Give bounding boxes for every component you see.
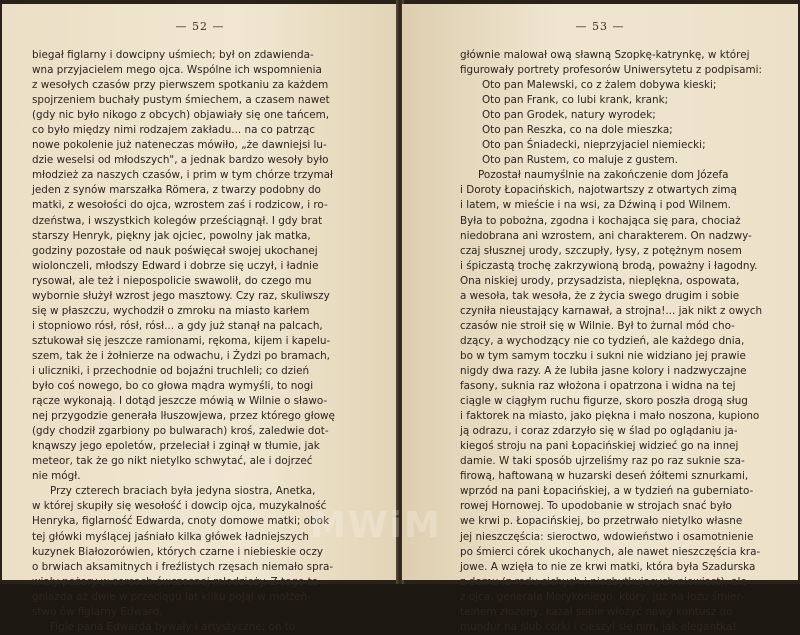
text-line: damie. W taki sposób ujrzeliśmy raz po raz suknie sza- (460, 455, 745, 468)
text-line: Oto pan Malewski, co z żalem dobywa kieski; (482, 79, 717, 92)
text-line: Oto pan Grodek, natury wyrodek; (482, 109, 656, 122)
text-line: rysował, ale też i niepospolicie swawolił, do czego mu (32, 274, 312, 287)
text-line: się w płaszczu, wychodził o zmroku na miasto karłem (32, 304, 310, 317)
text-line: jej nieszczęścia: sieroctwo, wdowieństwo i osamotnienie (460, 530, 754, 543)
text-line: wna przyjacielem mego ojca. Wspólne ich wspomnienia (32, 64, 322, 77)
text-line: starszy Henryk, piękny jak ojciec, powolny jak matka, (32, 229, 311, 242)
text-line: a wesoła, tak wesoła, że z życia swego drugim i sobie (460, 289, 740, 302)
text-line: młodzież za naszych czasów, i prim w tym chórze trzymał (32, 169, 333, 182)
text-line: knąwszy jego epoletów, przeleciał i zginął w tłumie, jak (32, 440, 320, 453)
text-line: Henryka, figlarność Edwarda, cnoty domowe matki; obok (32, 515, 329, 528)
text-line: rącze wykonają. I dotąd jeszcze mówią w Wilnie o sławo- (32, 395, 328, 408)
text-line: matki, z wesołości do ojca, wzrostem zaś i rodzicow, i ro- (32, 199, 328, 212)
text-line: dzący, a wychodzący nie co tydzień, ale każdego dnia, (460, 334, 745, 347)
text-line: kuzynek Białozorówien, których czarne i niebieskie oczy (32, 545, 324, 558)
text-line: i faktorek na miasto, jako piękna i mało noszona, kupiono (460, 410, 760, 423)
text-line: godziny pozostałe od nauk poświęcał swojej ukochanej (32, 244, 318, 257)
text-line: Figle pana Edwarda bywały i artystyczne: on to (50, 620, 296, 633)
text-line: stwo ów figlarny Edward. (32, 605, 163, 618)
text-line: Oto pan Reszka, co na dole mieszka; (482, 124, 673, 137)
text-line: z wesołych czasów przy pierwszem spotkaniu za każdem (32, 79, 329, 92)
text-line: rowej Hornowej. To upodobanie w strojach snać było (460, 500, 732, 513)
text-line: i śpiczastą trochę zakrzywioną brodą, poważny i łagodny. (460, 259, 758, 272)
text-line: wiały pożary w sercach ówczesnej młodzieży. Z tego to (32, 575, 319, 588)
text-line: i stopniowo rósł, rósł, rósł... a gdy już stanął na palcach, (32, 319, 323, 332)
text-line: niedobrana ani wzrostem, ani charakterem. On nadzwy- (460, 229, 752, 242)
text-line: czaj słusznej urody, szczupły, łysy, z potężnym nosem (460, 244, 742, 257)
text-line: kiegoś stroju na pani Łopacińskiej widzieć go na innej (460, 440, 739, 453)
watermark: MWiM (310, 505, 442, 546)
text-line: Oto pan Śniadecki, nieprzyjaciel niemiecki; (482, 139, 706, 152)
text-line: głównie malował ową sławną Szopkę-katrynkę, w której (460, 49, 750, 61)
text-line: dzie weselsi od młodszych", a jednak bardzo wesoły było (32, 154, 329, 167)
page-number-right: — 53 — (575, 20, 625, 33)
text-line: wiolonczeli, młodszy Edward i dobrze się uczył, i ładnie (32, 259, 319, 272)
text-line: fasony, suknia raz włożona i opatrzona i widna na tej (460, 380, 736, 393)
text-line: w której skupiły się wesołość i dowcip ojca, muzykalność (32, 500, 327, 513)
text-line: Oto pan Frank, co lubi krank, krank; (482, 94, 669, 107)
text-line: tej główki myślącej jaśniało kilka główek ładniejszych (32, 530, 310, 543)
text-line: czasów nie stroił się w Wilnie. Był to żurnal mód cho- (460, 319, 735, 332)
right-page-text (460, 48, 780, 635)
text-line: ją odrazu, i coraz zdarzyło się w ślad po oglądaniu ja- (460, 425, 738, 438)
text-line: biegał figlarny i dowcipny uśmiech; był on zdawienda- (32, 49, 314, 61)
text-line: szem, tak że i żołnierze na odwachu, i Żydzi po bramach, (32, 349, 330, 362)
right-page (402, 4, 798, 633)
page-number-left: — 52 — (175, 20, 225, 33)
text-line: wybornie służył wzrost jego masztowy. Czy raz, skuliwszy (32, 289, 330, 302)
text-line: Oto pan Rustem, co maluje z gustem. (482, 154, 678, 167)
text-line: Pozostał naumyślnie na zakończenie dom Józefa (478, 169, 729, 182)
text-line: i uliczniki, i przechodnie od bojaźni truchleli; co dzień (32, 364, 310, 377)
text-line: gniazda aż dwie w przeciągu lat kilku pojął w małżeń- (32, 590, 311, 603)
text-line: wprzód na pani Łopacińskiej, a w tydzień na guberniato- (460, 485, 754, 498)
text-line: nej przygodzie generała Iłuszowjewa, przez którego głowę (32, 410, 335, 423)
text-line: po śmierci córek ukochanych, ale nawet nieszczęścia kra- (460, 545, 761, 558)
text-line: we krwi p. Łopacińskiej, bo przetrwało nietylko własne (460, 515, 743, 528)
text-line: było coś nowego, bo co głowa mądra wymyśli, to nogi (32, 380, 314, 393)
text-line: jeden z synów marszałka Römera, z twarzy podobny do (32, 184, 321, 197)
text-line: o brwiach aksamitnych i freźlistych rzęsach niemało spra- (32, 560, 334, 573)
text-line: (gdy chodził zgarbiony po bulwarach) kroś, zaledwie dot- (32, 425, 329, 438)
text-line: Przy czterech braciach była jedyna siostra, Anetka, (50, 485, 316, 498)
text-line: z ojca, generała Morykoniego, który, już na łożu śmier- (460, 590, 744, 603)
text-line: figurowały portrety profesorów Uniwersytetu z podpisami: (460, 64, 762, 77)
text-line: z domu (z rodu cichych i niezbytkujących niewiast), ale (460, 575, 747, 588)
text-line: mundur na ślub córki i cieszył się nim, jak elegantka! (460, 620, 737, 633)
text-line: nie mógł. (32, 470, 81, 483)
text-line: dzeństwa, i wszystkich kolegów prześciągnął. I gdy brat (32, 214, 323, 227)
text-line: nigdy dwa razy. A że lubiła jasne kolory i nadzwyczajne (460, 364, 747, 377)
text-line: i latem, w mieście i na wsi, za Dźwiną i pod Wilnem. (460, 199, 731, 212)
text-line: co było między nimi rodzajem zakładu... na co patrząc (32, 124, 315, 137)
text-line: sztukował się jeszcze ramionami, rękoma, kijem i kapelu- (32, 334, 331, 347)
text-line: i Doroty Łopacińskich, najotwartszy z otwartych zimą (460, 184, 737, 197)
text-line: Była to pobożna, zgodna i kochająca się para, chociaż (460, 214, 741, 227)
text-line: ciągle w ciągłym ruchu figurze, skoro poszła drogą sług (460, 395, 748, 408)
left-page-text (32, 48, 364, 635)
text-line: firową, haftowaną w huzarski deseń żółtemi sznurkami, (460, 470, 749, 483)
text-line: nowe pokolenie już nateneczas mówiło, „że dawniejsi lu- (32, 139, 327, 152)
text-line: telnem złożony, kazał sobie włożyć nowy kontusz do (460, 605, 733, 618)
text-line: jowe. A wzięła to nie ze krwi matki, która była Szadurska (460, 560, 756, 573)
left-page (2, 4, 398, 633)
text-line: spojrzeniem buchały pustym śmiechem, a czasem nawet (32, 94, 330, 107)
text-line: meteor, tak że go nikt nietylko schwytać, ale i dojrzeć (32, 455, 313, 468)
text-line: (gdy nic było nikogo z obcych) objawiały się one tańcem, (32, 109, 330, 122)
text-line: Ona niskiej urody, przysadzista, nieplękna, ospowata, (460, 274, 740, 287)
text-line: bo w tym samym toczku i sukni nie widziano jej prawie (460, 349, 746, 362)
text-line: czyniła nieustający karnawał, a strojna!... jak nikt z owych (460, 304, 763, 317)
